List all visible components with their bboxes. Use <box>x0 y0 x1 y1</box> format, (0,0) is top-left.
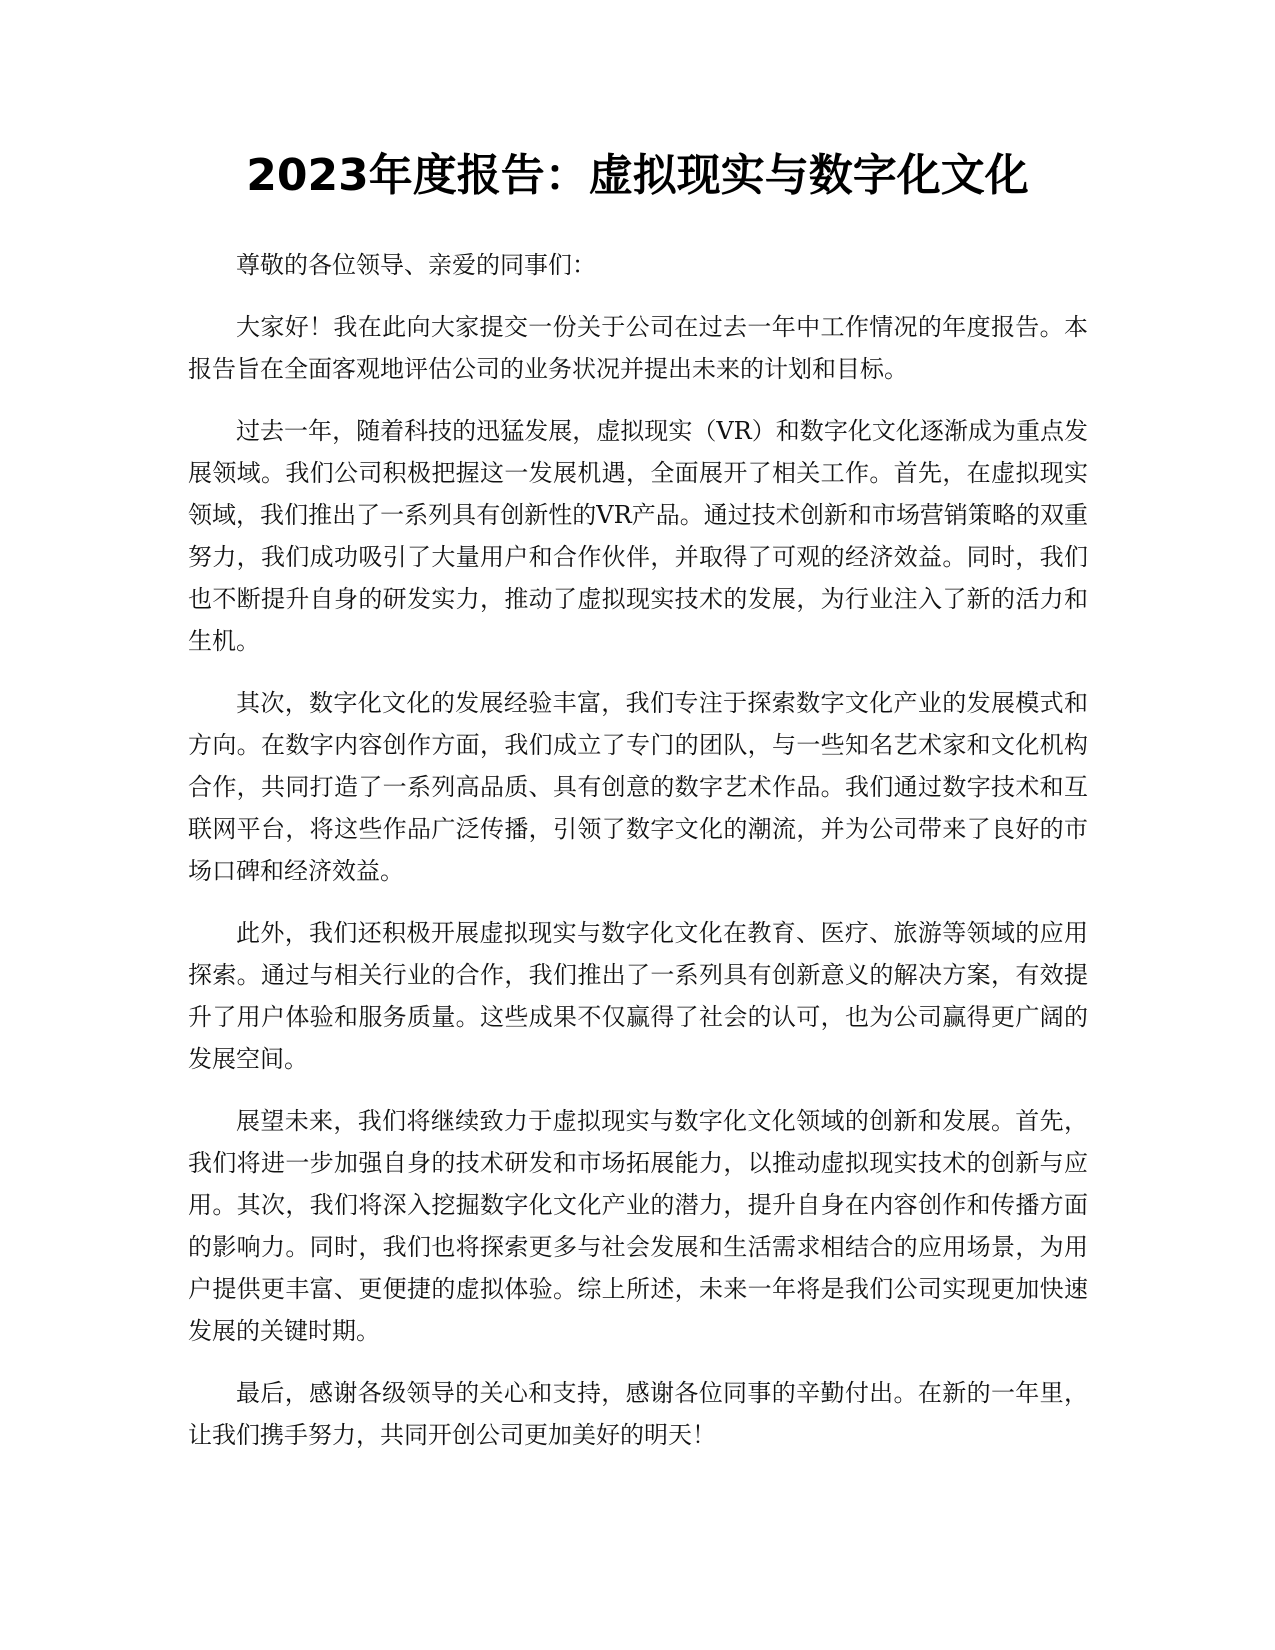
paragraph-outlook: 展望未来，我们将继续致力于虚拟现实与数字化文化领域的创新和发展。首先，我们将进一步加强自身的技术研发和市场拓展能力，以推动虚拟现实技术的创新与应用。其次，我们将深入挖掘数字化文化产业的潜力，提升自身在内容创作和传播方面的影响力。同时，我们也将探索更多与社会发展和生活需求相结合的应用场景，为用户提供更丰富、更便捷的虚拟体验。综上所述，未来一年将是我们公司实现更加快速发展的关键时期。 <box>188 1107 1088 1345</box>
paragraph-greeting: 大家好！我在此向大家提交一份关于公司在过去一年中工作情况的年度报告。本报告旨在全面客观地评估公司的业务状况并提出未来的计划和目标。 <box>188 313 1088 383</box>
paragraph-vr-review: 过去一年，随着科技的迅猛发展，虚拟现实（VR）和数字化文化逐渐成为重点发展领域。我们公司积极把握这一发展机遇，全面展开了相关工作。首先，在虚拟现实领域，我们推出了一系列具有创新性的VR产品。通过技术创新和市场营销策略的双重努力，我们成功吸引了大量用户和合作伙伴，并取得了可观的经济效益。同时，我们也不断提升自身的研发实力，推动了虚拟现实技术的发展，为行业注入了新的活力和生机。 <box>188 417 1088 655</box>
paragraph-salutation: 尊敬的各位领导、亲爱的同事们： <box>236 251 596 279</box>
document-body <box>188 244 1088 1476</box>
paragraph-digital-culture: 其次，数字化文化的发展经验丰富，我们专注于探索数字文化产业的发展模式和方向。在数字内容创作方面，我们成立了专门的团队，与一些知名艺术家和文化机构合作，共同打造了一系列高品质、具有创意的数字艺术作品。我们通过数字技术和互联网平台，将这些作品广泛传播，引领了数字文化的潮流，并为公司带来了良好的市场口碑和经济效益。 <box>188 689 1088 885</box>
paragraph-applications: 此外，我们还积极开展虚拟现实与数字化文化在教育、医疗、旅游等领域的应用探索。通过与相关行业的合作，我们推出了一系列具有创新意义的解决方案，有效提升了用户体验和服务质量。这些成果不仅赢得了社会的认可，也为公司赢得更广阔的发展空间。 <box>188 919 1088 1073</box>
paragraph-closing: 最后，感谢各级领导的关心和支持，感谢各位同事的辛勤付出。在新的一年里，让我们携手努力，共同开创公司更加美好的明天！ <box>188 1379 1088 1449</box>
document-title: 2023年度报告：虚拟现实与数字化文化 <box>246 150 1029 201</box>
